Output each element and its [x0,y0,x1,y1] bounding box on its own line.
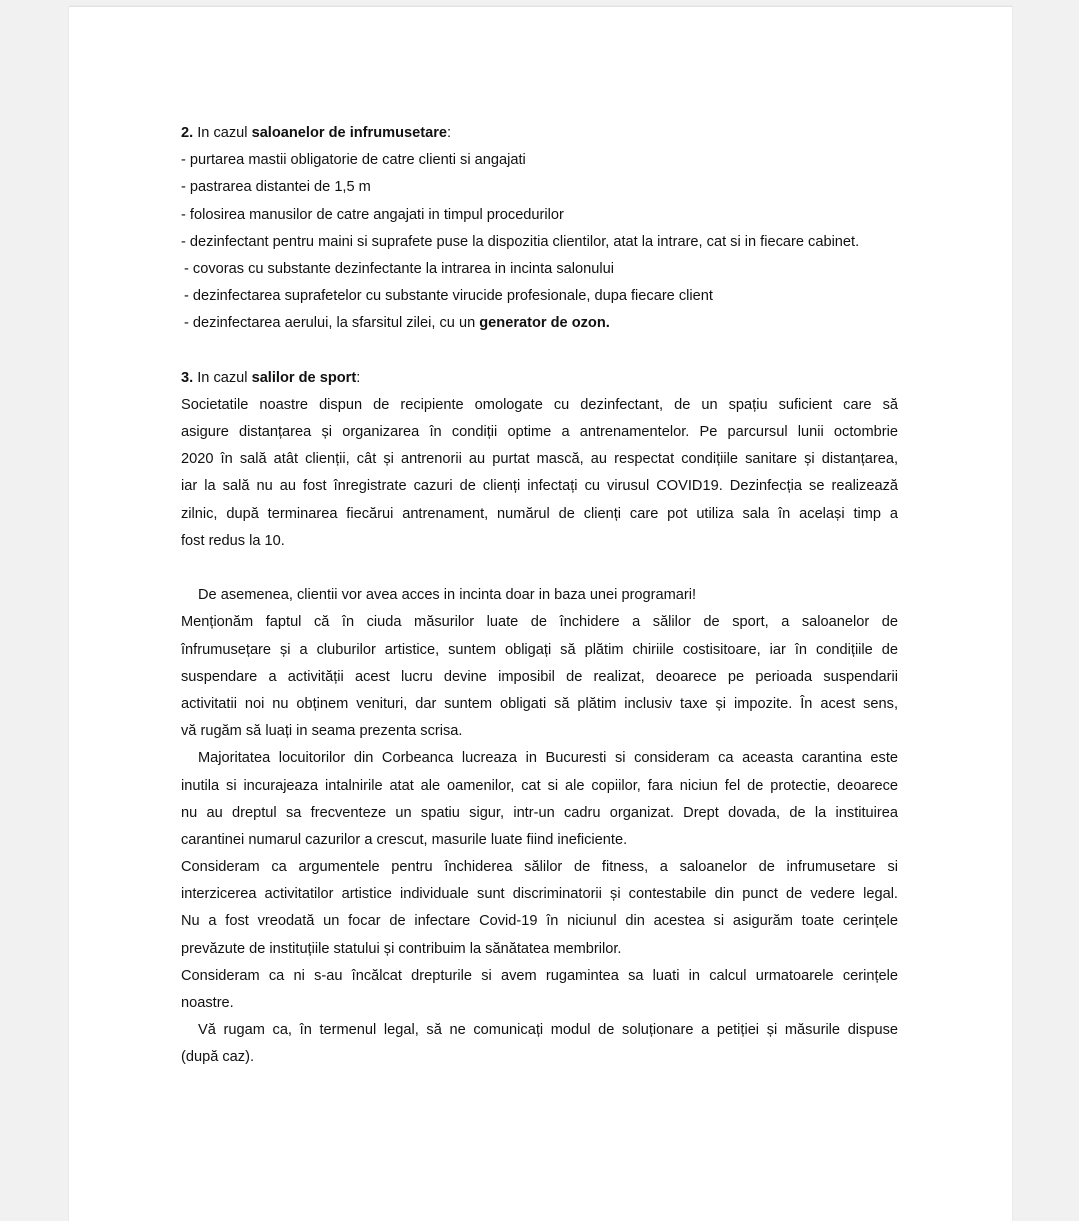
paragraph-line: nu au dreptul sa frecventeze un spatiu sigur, intr-un cadru organizat. Drept dovada, de la instituirea [181,804,898,821]
list-item: - dezinfectarea suprafetelor cu substante virucide profesionale, dupa fiecare client [184,288,713,305]
paragraph-line: interzicerea activitatilor artistice individuale sunt discriminatorii și contestabile din punct de vedere legal. [181,886,898,903]
paragraph-line: fost redus la 10. [181,532,285,549]
list-item: - dezinfectant pentru maini si suprafete puse la dispozitia clientilor, atat la intrare, cat si in fiecare cabinet. [181,233,860,250]
section-2-subject: saloanelor de infrumusetare [251,125,448,141]
paragraph-line: suspendare a activității acest lucru devine imposibil de realizat, deoarece pe perioada suspendarii [181,668,898,685]
paragraph-line: Majoritatea locuitorilor din Corbeanca lucreaza in Bucuresti si consideram ca aceasta carantina este [198,750,898,767]
paragraph-line: (după caz). [181,1049,255,1066]
section-3-number: 3. [181,369,194,386]
list-item-ozone [181,310,898,337]
section-2-colon: : [447,125,452,141]
paragraph-line: Consideram ca ni s-au încălcat drepturile si avem rugamintea sa luati in calcul urmatoarele cerințele [181,967,898,984]
paragraph-line: Societatile noastre dispun de recipiente omologate cu dezinfectant, de un spațiu suficient care să [181,396,898,413]
paragraph-line: iar la sală nu au fost înregistrate cazuri de clienți infectați cu virusul COVID19. Dezinfecția se realizează [181,478,898,495]
paragraph-line: înfrumusețare și a cluburilor artistice, suntem obligați să plătim chiriile costisitoare, iar în condițiile de [181,641,898,658]
list-item: - purtarea mastii obligatorie de catre clienti si angajati [181,152,526,169]
paragraph-line: vă rugăm să luați in seama prezenta scrisa. [181,723,463,740]
paragraph-line: prevăzute de instituțiile statului și contribuim la sănătatea membrilor. [181,940,622,957]
section-3-colon: : [356,369,361,386]
page-content [181,120,898,1072]
paragraph-line: zilnic, după terminarea fiecărui antrenament, numărul de clienți care pot utiliza sala în același timp a [181,505,898,522]
section-2-heading [181,120,898,147]
section-2-number: 2. [181,125,194,141]
section-3-heading [181,365,898,392]
paragraph-line: Nu a fost vreodată un focar de infectare Covid-19 în niciunul din acestea si asigurăm toate cerințele [181,913,898,930]
paragraph-line: asigure distanțarea și organizarea în condiții optime a antrenamentelor. Pe parcursul lunii octombrie [181,424,898,441]
ozone-item-bold: generator de ozon. [479,315,610,332]
list-item: - folosirea manusilor de catre angajati in timpul procedurilor [181,206,564,223]
ozone-item-text: - dezinfectarea aerului, la sfarsitul zilei, cu un [184,315,480,332]
list-item: - pastrarea distantei de 1,5 m [181,179,371,196]
section-3-subject: salilor de sport [251,369,357,386]
document-page [69,6,1012,1221]
section-3-intro: In cazul [193,369,252,386]
paragraph-line: 2020 în sală atât clienții, cât și antrenorii au purtat mască, au respectat condițiile sanitare și distanțarea, [181,451,898,468]
paragraph-line: Menționăm faptul că în ciuda măsurilor luate de închidere a sălilor de sport, a saloanelor de [181,614,898,631]
spacer [181,555,898,582]
paragraph-line: carantinei numarul cazurilor a crescut, masurile luate fiind ineficiente. [181,831,628,848]
paragraph-line: inutila si incurajeaza intalnirile atat ale oamenilor, cat si ale copiilor, fara niciun fel de protectie, deoarece [181,777,898,794]
paragraph-line: noastre. [181,995,234,1011]
appointment-line: De asemenea, clientii vor avea acces in incinta doar in baza unei programari! [198,587,697,604]
paragraph-line: Vă rugam ca, în termenul legal, să ne comunicați modul de soluționare a petiției și măsurile dispuse [198,1022,898,1039]
list-item: - covoras cu substante dezinfectante la intrarea in incinta salonului [184,260,614,277]
paragraph-line: Consideram ca argumentele pentru închiderea sălilor de fitness, a saloanelor de infrumusetare si [181,859,898,876]
section-2-intro: In cazul [193,125,252,141]
paragraph-line: activitatii noi nu obținem venituri, dar suntem obligati să plătim inclusiv taxe și impozite. În acest sens, [181,695,898,712]
spacer [181,338,898,365]
